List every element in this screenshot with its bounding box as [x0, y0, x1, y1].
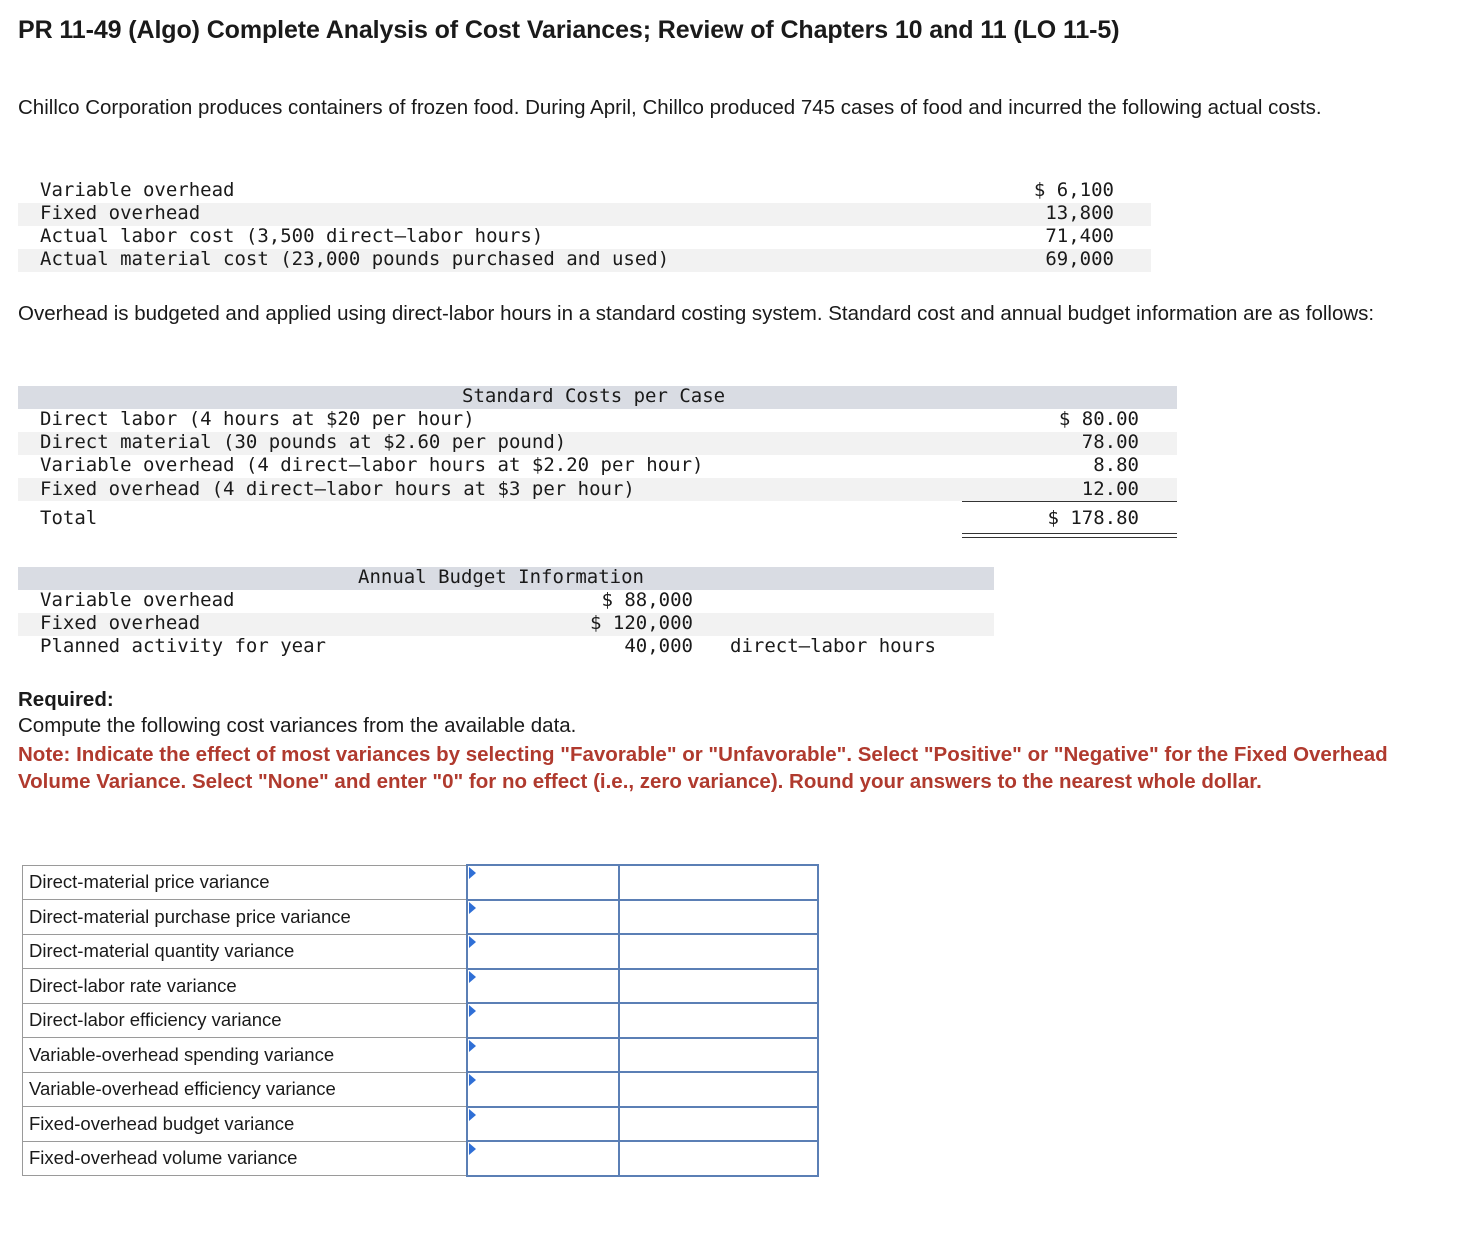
table-row	[23, 934, 818, 969]
required-text: Compute the following cost variances from the available data.	[18, 714, 577, 737]
variance-label: Fixed-overhead budget variance	[23, 1107, 467, 1142]
variance-label: Direct-material quantity variance	[23, 934, 467, 969]
actual-cost-label: Fixed overhead	[40, 202, 201, 224]
required-heading: Required:	[18, 688, 114, 711]
dropdown-arrow-icon	[469, 1109, 476, 1121]
effect-dropdown[interactable]	[467, 1038, 619, 1073]
dropdown-arrow-icon	[469, 1074, 476, 1086]
dropdown-arrow-icon	[469, 1005, 476, 1017]
subtotal-rule	[962, 501, 1177, 502]
annual-budget-value: 40,000	[624, 635, 693, 657]
table-row	[23, 900, 818, 935]
standard-cost-value: 78.00	[1081, 431, 1139, 453]
actual-cost-value: $ 6,100	[1033, 179, 1114, 201]
effect-dropdown[interactable]	[467, 969, 619, 1004]
annual-budget-label: Variable overhead	[40, 589, 235, 611]
amount-input[interactable]	[619, 1141, 818, 1176]
effect-dropdown[interactable]	[467, 934, 619, 969]
annual-budget-label: Fixed overhead	[40, 612, 201, 634]
instruction-note: Note: Indicate the effect of most variances by selecting "Favorable" or "Unfavorable". Select "Positive" or "Negative" for the Fixed Overhead Volume Variance. Select "None" and enter "0" for no effect (i.e., zero variance). Round your answers to the nearest whole dollar.	[18, 743, 1388, 793]
actual-cost-label: Actual labor cost (3,500 direct–labor hours)	[40, 225, 544, 247]
amount-input[interactable]	[619, 1038, 818, 1073]
amount-input[interactable]	[619, 1072, 818, 1107]
effect-dropdown[interactable]	[467, 1107, 619, 1142]
standard-cost-label: Direct labor (4 hours at $20 per hour)	[40, 408, 475, 430]
dropdown-arrow-icon	[469, 1040, 476, 1052]
actual-cost-value: 71,400	[1045, 225, 1114, 247]
actual-cost-label: Variable overhead	[40, 179, 235, 201]
standard-cost-value: 8.80	[1093, 454, 1139, 476]
overhead-text: Overhead is budgeted and applied using direct-labor hours in a standard costing system. Standard cost and annual budget information are as follows:	[18, 302, 1375, 325]
effect-dropdown[interactable]	[467, 1141, 619, 1176]
actual-cost-label: Actual material cost (23,000 pounds purchased and used)	[40, 248, 670, 270]
dropdown-arrow-icon	[469, 971, 476, 983]
standard-cost-label: Direct material (30 pounds at $2.60 per pound)	[40, 431, 567, 453]
variance-label: Direct-material price variance	[23, 865, 467, 900]
table-row	[23, 1141, 818, 1176]
standard-cost-label: Fixed overhead (4 direct–labor hours at $3 per hour)	[40, 478, 635, 500]
actual-cost-value: 69,000	[1045, 248, 1114, 270]
actual-cost-value: 13,800	[1045, 202, 1114, 224]
variance-label: Direct-labor rate variance	[23, 969, 467, 1004]
table-row	[23, 1107, 818, 1142]
dropdown-arrow-icon	[469, 867, 476, 879]
page-title: PR 11-49 (Algo) Complete Analysis of Cost Variances; Review of Chapters 10 and 11 (LO 11-5)	[18, 16, 1120, 44]
variance-label: Fixed-overhead volume variance	[23, 1141, 467, 1176]
standard-costs-header: Standard Costs per Case	[462, 385, 726, 407]
intro-text: Chillco Corporation produces containers of frozen food. During April, Chillco produced 745 cases of food and incurred the following actual costs.	[18, 96, 1322, 119]
variance-label: Variable-overhead spending variance	[23, 1038, 467, 1073]
table-row	[23, 865, 818, 900]
variance-label: Variable-overhead efficiency variance	[23, 1072, 467, 1107]
standard-cost-total-label: Total	[40, 507, 98, 529]
standard-cost-label: Variable overhead (4 direct–labor hours at $2.20 per hour)	[40, 454, 704, 476]
amount-input[interactable]	[619, 934, 818, 969]
standard-cost-value: 12.00	[1081, 478, 1139, 500]
amount-input[interactable]	[619, 900, 818, 935]
amount-input[interactable]	[619, 1107, 818, 1142]
annual-budget-header: Annual Budget Information	[358, 566, 644, 588]
amount-input[interactable]	[619, 1003, 818, 1038]
annual-budget-unit: direct–labor hours	[730, 635, 936, 657]
annual-budget-value: $ 120,000	[590, 612, 693, 634]
table-row	[23, 1003, 818, 1038]
effect-dropdown[interactable]	[467, 1003, 619, 1038]
amount-input[interactable]	[619, 969, 818, 1004]
dropdown-arrow-icon	[469, 1143, 476, 1155]
dropdown-arrow-icon	[469, 936, 476, 948]
dropdown-arrow-icon	[469, 902, 476, 914]
table-row	[23, 1072, 818, 1107]
variance-label: Direct-labor efficiency variance	[23, 1003, 467, 1038]
table-row	[23, 969, 818, 1004]
annual-budget-value: $ 88,000	[601, 589, 693, 611]
effect-dropdown[interactable]	[467, 900, 619, 935]
total-double-rule	[962, 533, 1177, 534]
effect-dropdown[interactable]	[467, 1072, 619, 1107]
amount-input[interactable]	[619, 865, 818, 900]
standard-cost-value: $ 80.00	[1058, 408, 1139, 430]
variance-label: Direct-material purchase price variance	[23, 900, 467, 935]
standard-cost-total-value: $ 178.80	[1047, 507, 1139, 529]
table-row	[23, 1038, 818, 1073]
effect-dropdown[interactable]	[467, 865, 619, 900]
annual-budget-label: Planned activity for year	[40, 635, 326, 657]
variance-answer-table	[22, 864, 819, 1177]
